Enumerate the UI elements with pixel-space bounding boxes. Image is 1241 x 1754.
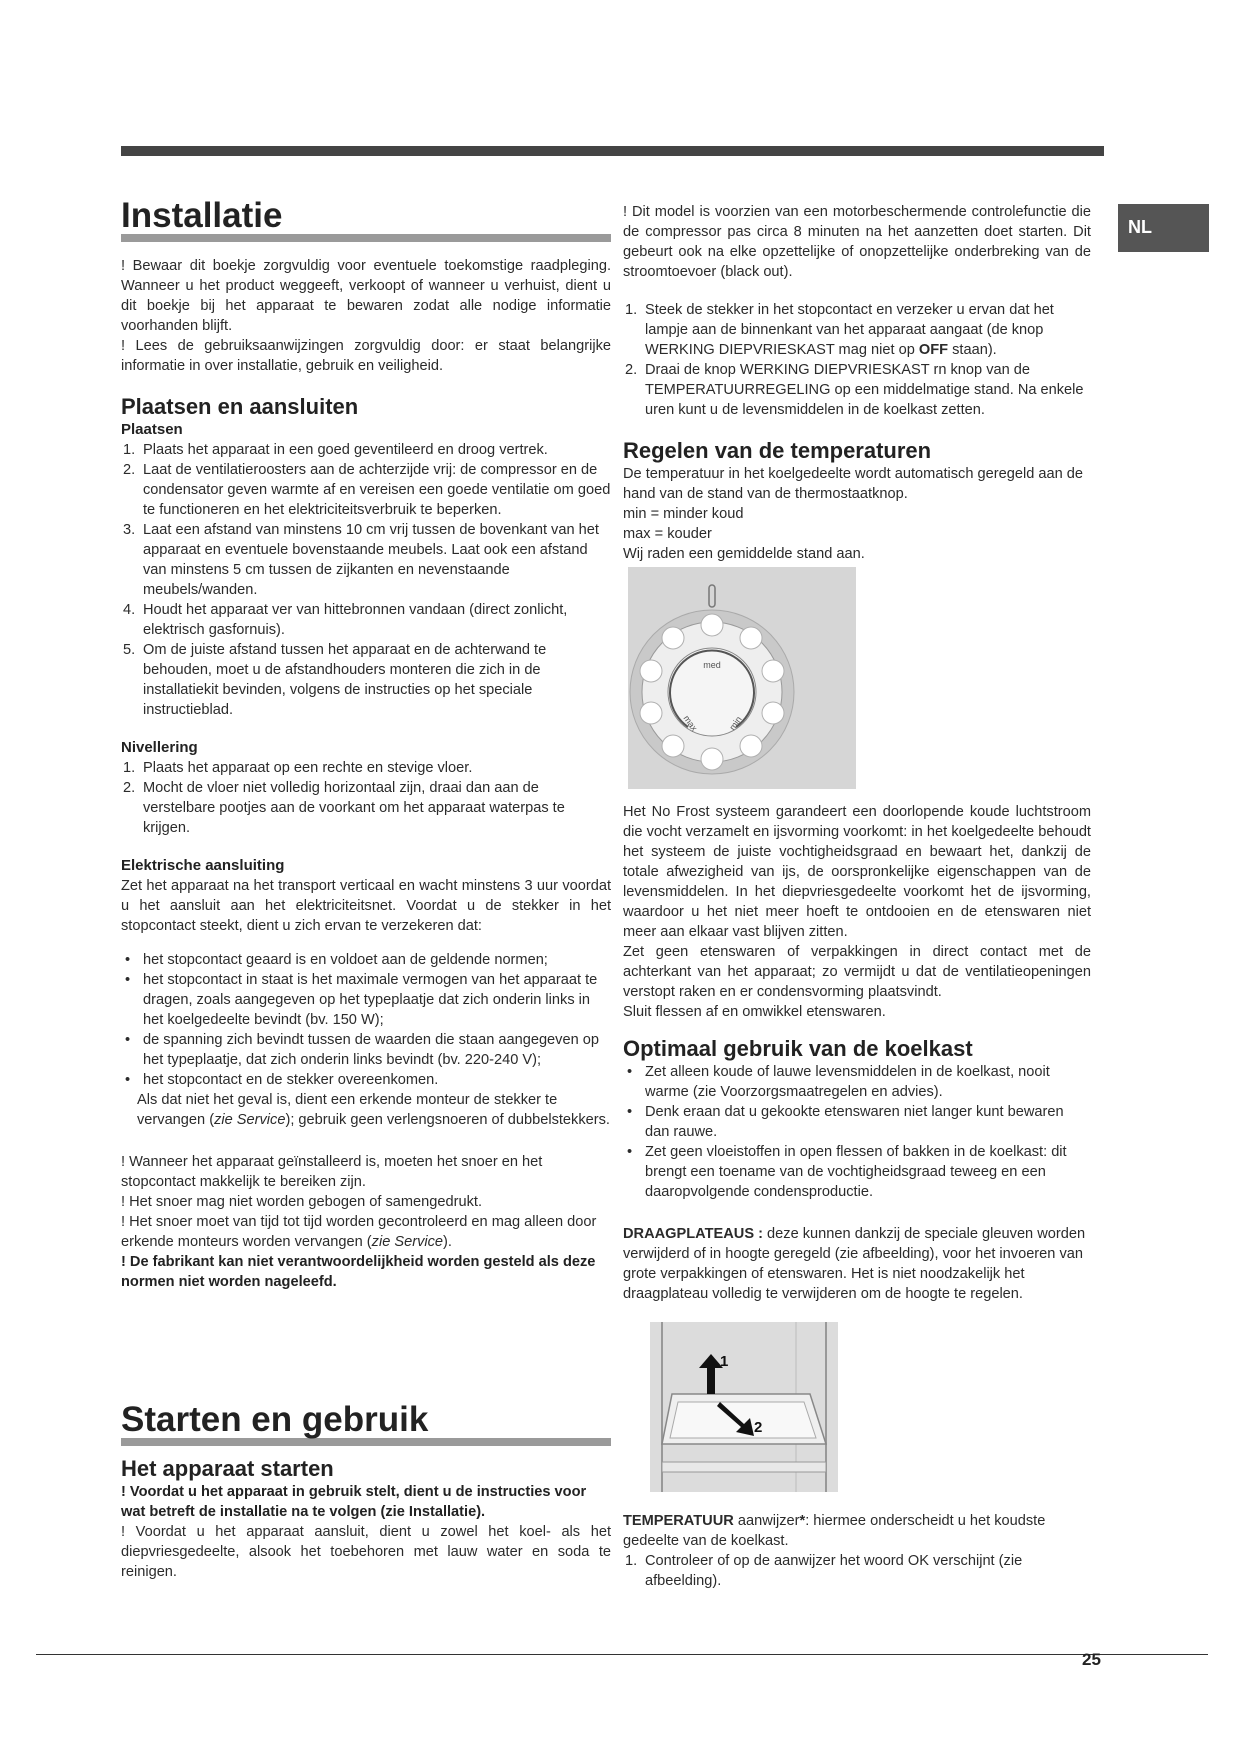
elektrisch-intro: Zet het apparaat na het transport verticaal en wacht minstens 3 uur voordat u het aansluit aan het elektriciteitsnet. Voordat u de stekker in het stopcontact steekt, dient u zich ervan te verzekeren dat:	[121, 878, 611, 934]
zet-geen-text: Zet geen etenswaren of verpakkingen in direct contact met de achterkant van het apparaat; zo vermijdt u dat de ventilatieopeningen verstopt raken en er condensvorming plaatsvindt.	[623, 944, 1091, 1000]
max-line: max = kouder	[623, 526, 712, 542]
list-item: 2. Mocht de vloer niet volledig horizontaal zijn, draai dan aan de verstelbare pootjes aan de voorkant om het apparaat waterpas te krijgen.	[123, 780, 565, 836]
elektrisch-list	[121, 950, 611, 1090]
plaatsen-list	[121, 440, 611, 720]
intro-para: ! Bewaar dit boekje zorgvuldig voor eventuele toekomstige raadpleging. Wanneer u het product weggeeft, verkoopt of wanneer u verhuist, dient u dit boekje bij het apparaat te bewaren zodat alle nodige informatie voorhanden blijft.	[121, 258, 611, 334]
list-item: • het stopcontact in staat is het maximale vermogen van het apparaat te dragen, zoals aangegeven op het typeplaatje dat zich onderin links in het koelgedeelte bevindt (bv. 150 W);	[125, 972, 598, 1028]
right-column-lower	[623, 802, 1091, 1304]
thermostat-figure	[628, 567, 856, 789]
language-tab: NL	[1118, 204, 1209, 252]
elektrisch-note: Als dat niet het geval is, dient een erkende monteur de stekker te vervangen (zie Service); gebruik geen verlengsnoeren of dubbelstekkers.	[137, 1092, 610, 1128]
list-item: 1. Plaats het apparaat op een rechte en stevige vloer.	[123, 760, 473, 776]
dial-label-med: med	[703, 660, 721, 670]
list-item: • het stopcontact en de stekker overeenkomen.	[125, 1072, 439, 1088]
thermostat-dial-illustration	[628, 567, 856, 789]
shelf-illustration	[650, 1322, 838, 1492]
starten-title: Starten en gebruik	[121, 1400, 429, 1439]
starten-section	[121, 1400, 611, 1582]
temperatuur-section	[623, 1511, 1091, 1591]
bold-note: ! Voordat u het apparaat in gebruik stelt, dient u de instructies voor wat betreft de installatie na te volgen (zie Installatie).	[121, 1484, 587, 1520]
list-item: • Zet geen vloeistoffen in open flessen of bakken in de koelkast: dit brengt een toename van de vochtigheidsgraad teweeg en een daaropvolgende condensproductie.	[627, 1144, 1067, 1200]
section-title: Regelen van de temperaturen	[623, 438, 932, 463]
list-item: 1. Plaats het apparaat in een goed geventileerd en droog vertrek.	[123, 442, 548, 458]
motor-note: ! Dit model is voorzien van een motorbeschermende controlefunctie die de compressor pas circa 8 minuten na het aanzetten doet starten. Dit gebeurt ook na elke opzettelijke of onopzettelijke onderbreking van de stroomtoevoer (black out).	[623, 204, 1091, 280]
list-item: • Denk eraan dat u gekookte etenswaren niet langer kunt bewaren dan rauwe.	[627, 1104, 1064, 1140]
section-title: Optimaal gebruik van de koelkast	[623, 1036, 973, 1061]
optimaal-list	[623, 1062, 1091, 1202]
min-line: min = minder koud	[623, 506, 744, 522]
list-item: 3. Laat een afstand van minstens 10 cm vrij tussen de bovenkant van het apparaat en eventuele bovenstaande meubels. Laat ook een afstand van minstens 5 cm tussen de zijkanten en nevenstaande meubels/wanden.	[123, 522, 599, 598]
left-column	[121, 196, 611, 1292]
right-column	[623, 202, 1091, 564]
dial-label-min: min	[727, 714, 744, 733]
arrow-label-2: 2	[754, 1419, 763, 1436]
subsection-title: Nivellering	[121, 739, 198, 756]
dial-label-max: max	[681, 713, 700, 734]
subsection-title: Plaatsen	[121, 421, 183, 438]
list-item: • de spanning zich bevindt tussen de waarden die staan aangegeven op het typeplaatje, dat zich onderin links bevindt (bv. 220-240 V);	[125, 1032, 599, 1068]
arrow-label-1: 1	[720, 1353, 729, 1370]
intro-para: ! Lees de gebruiksaanwijzingen zorgvuldig door: er staat belangrijke informatie in over installatie, gebruik en veiligheid.	[121, 338, 611, 374]
no-frost-text: Het No Frost systeem garandeert een doorlopende koude luchtstroom die vocht verzamelt en ijsvorming voorkomt: in het koelgedeelte behoudt het systeem de juiste vochtigheidsgraad en bewaart het, dankzij de totale afwezigheid van ijs, de oorspronkelijke eigenschappen van de levensmiddelen. In het diepvriesgedeelte voorkomt het de ijsvorming, waardoor u het niet meer hoeft te ontdooien en de etenswaren niet meer aan elkaar vast blijven zitten.	[623, 804, 1091, 940]
list-item: 2. Laat de ventilatieroosters aan de achterzijde vrij: de compressor en de condensator geven warmte af en vereisen een goede ventilatie om goed te functioneren en het elektriciteitsverbruik te beperken.	[123, 462, 611, 518]
temperatuur-text: TEMPERATUUR aanwijzer*: hiermee onderscheidt u het koudste gedeelte van de koelkast.	[623, 1513, 1046, 1549]
warning-text: ! Wanneer het apparaat geïnstalleerd is, moeten het snoer en het stopcontact makkelijk te bereiken zijn.	[121, 1154, 543, 1190]
footer-rule	[36, 1654, 1208, 1655]
advice: Wij raden een gemiddelde stand aan.	[623, 546, 865, 562]
list-item: • het stopcontact geaard is en voldoet aan de geldende normen;	[125, 952, 548, 968]
shelf-figure	[650, 1322, 838, 1492]
warning-text: ! Het snoer mag niet worden gebogen of samengedrukt.	[121, 1194, 483, 1210]
nivellering-list	[121, 758, 611, 838]
list-item: 5. Om de juiste afstand tussen het apparaat en de achterwand te behouden, moet u de afstandhouders monteren die zich in de installatiekit bevinden, volgens de instructies op het speciale instructieblad.	[123, 642, 547, 718]
sluit-text: Sluit flessen af en omwikkel etenswaren.	[623, 1004, 886, 1020]
page-number: 25	[1082, 1650, 1101, 1669]
warning-bold: ! De fabrikant kan niet verantwoordelijkheid worden gesteld als deze normen niet worden nageleefd.	[121, 1254, 596, 1290]
list-item: 2. Draai de knop WERKING DIEPVRIESKAST rn knop van de TEMPERATUURREGELING op een middelmatige stand. Na enkele uren kunt u de levensmiddelen in de koelkast zetten.	[625, 362, 1084, 418]
section-title: Het apparaat starten	[121, 1456, 334, 1481]
subsection-title: Elektrische aansluiting	[121, 857, 285, 874]
installatie-title: Installatie	[121, 196, 283, 235]
start-steps	[623, 300, 1091, 420]
list-item: 4. Houdt het apparaat ver van hittebronnen vandaan (direct zonlicht, elektrisch gasfornuis).	[123, 602, 568, 638]
regelen-text: De temperatuur in het koelgedeelte wordt automatisch geregeld aan de hand van de stand van de thermostaatknop.	[623, 466, 1083, 502]
draagplateaus-text: DRAAGPLATEAUS : deze kunnen dankzij de speciale gleuven worden verwijderd of in hoogte geregeld (zie afbeelding), voor het invoeren van grote verpakkingen of etenswaren. Het is niet noodzakelijk het draagplateau volledig te verwijderen om de hoogte te regelen.	[623, 1226, 1086, 1302]
section-title: Plaatsen en aansluiten	[121, 394, 359, 419]
note: ! Voordat u het apparaat aansluit, dient u zowel het koel- als het diepvriesgedeelte, alsook het toebehoren met lauw water en soda te reinigen.	[121, 1524, 611, 1580]
warning-text: ! Het snoer moet van tijd tot tijd worden gecontroleerd en mag alleen door erkende monteurs worden vervangen (zie Service).	[121, 1214, 597, 1250]
list-item: • Zet alleen koude of lauwe levensmiddelen in de koelkast, nooit warme (zie Voorzorgsmaatregelen en advies).	[627, 1064, 1050, 1100]
list-item: 1. Steek de stekker in het stopcontact en verzeker u ervan dat het lampje aan de binnenkant van het apparaat aangaat (de knop WERKING DIEPVRIESKAST mag niet op OFF staan).	[625, 302, 1054, 358]
list-item: 1. Controleer of op de aanwijzer het woord OK verschijnt (zie afbeelding).	[625, 1553, 1023, 1589]
top-rule	[121, 146, 1104, 156]
temperatuur-steps	[623, 1551, 1091, 1591]
